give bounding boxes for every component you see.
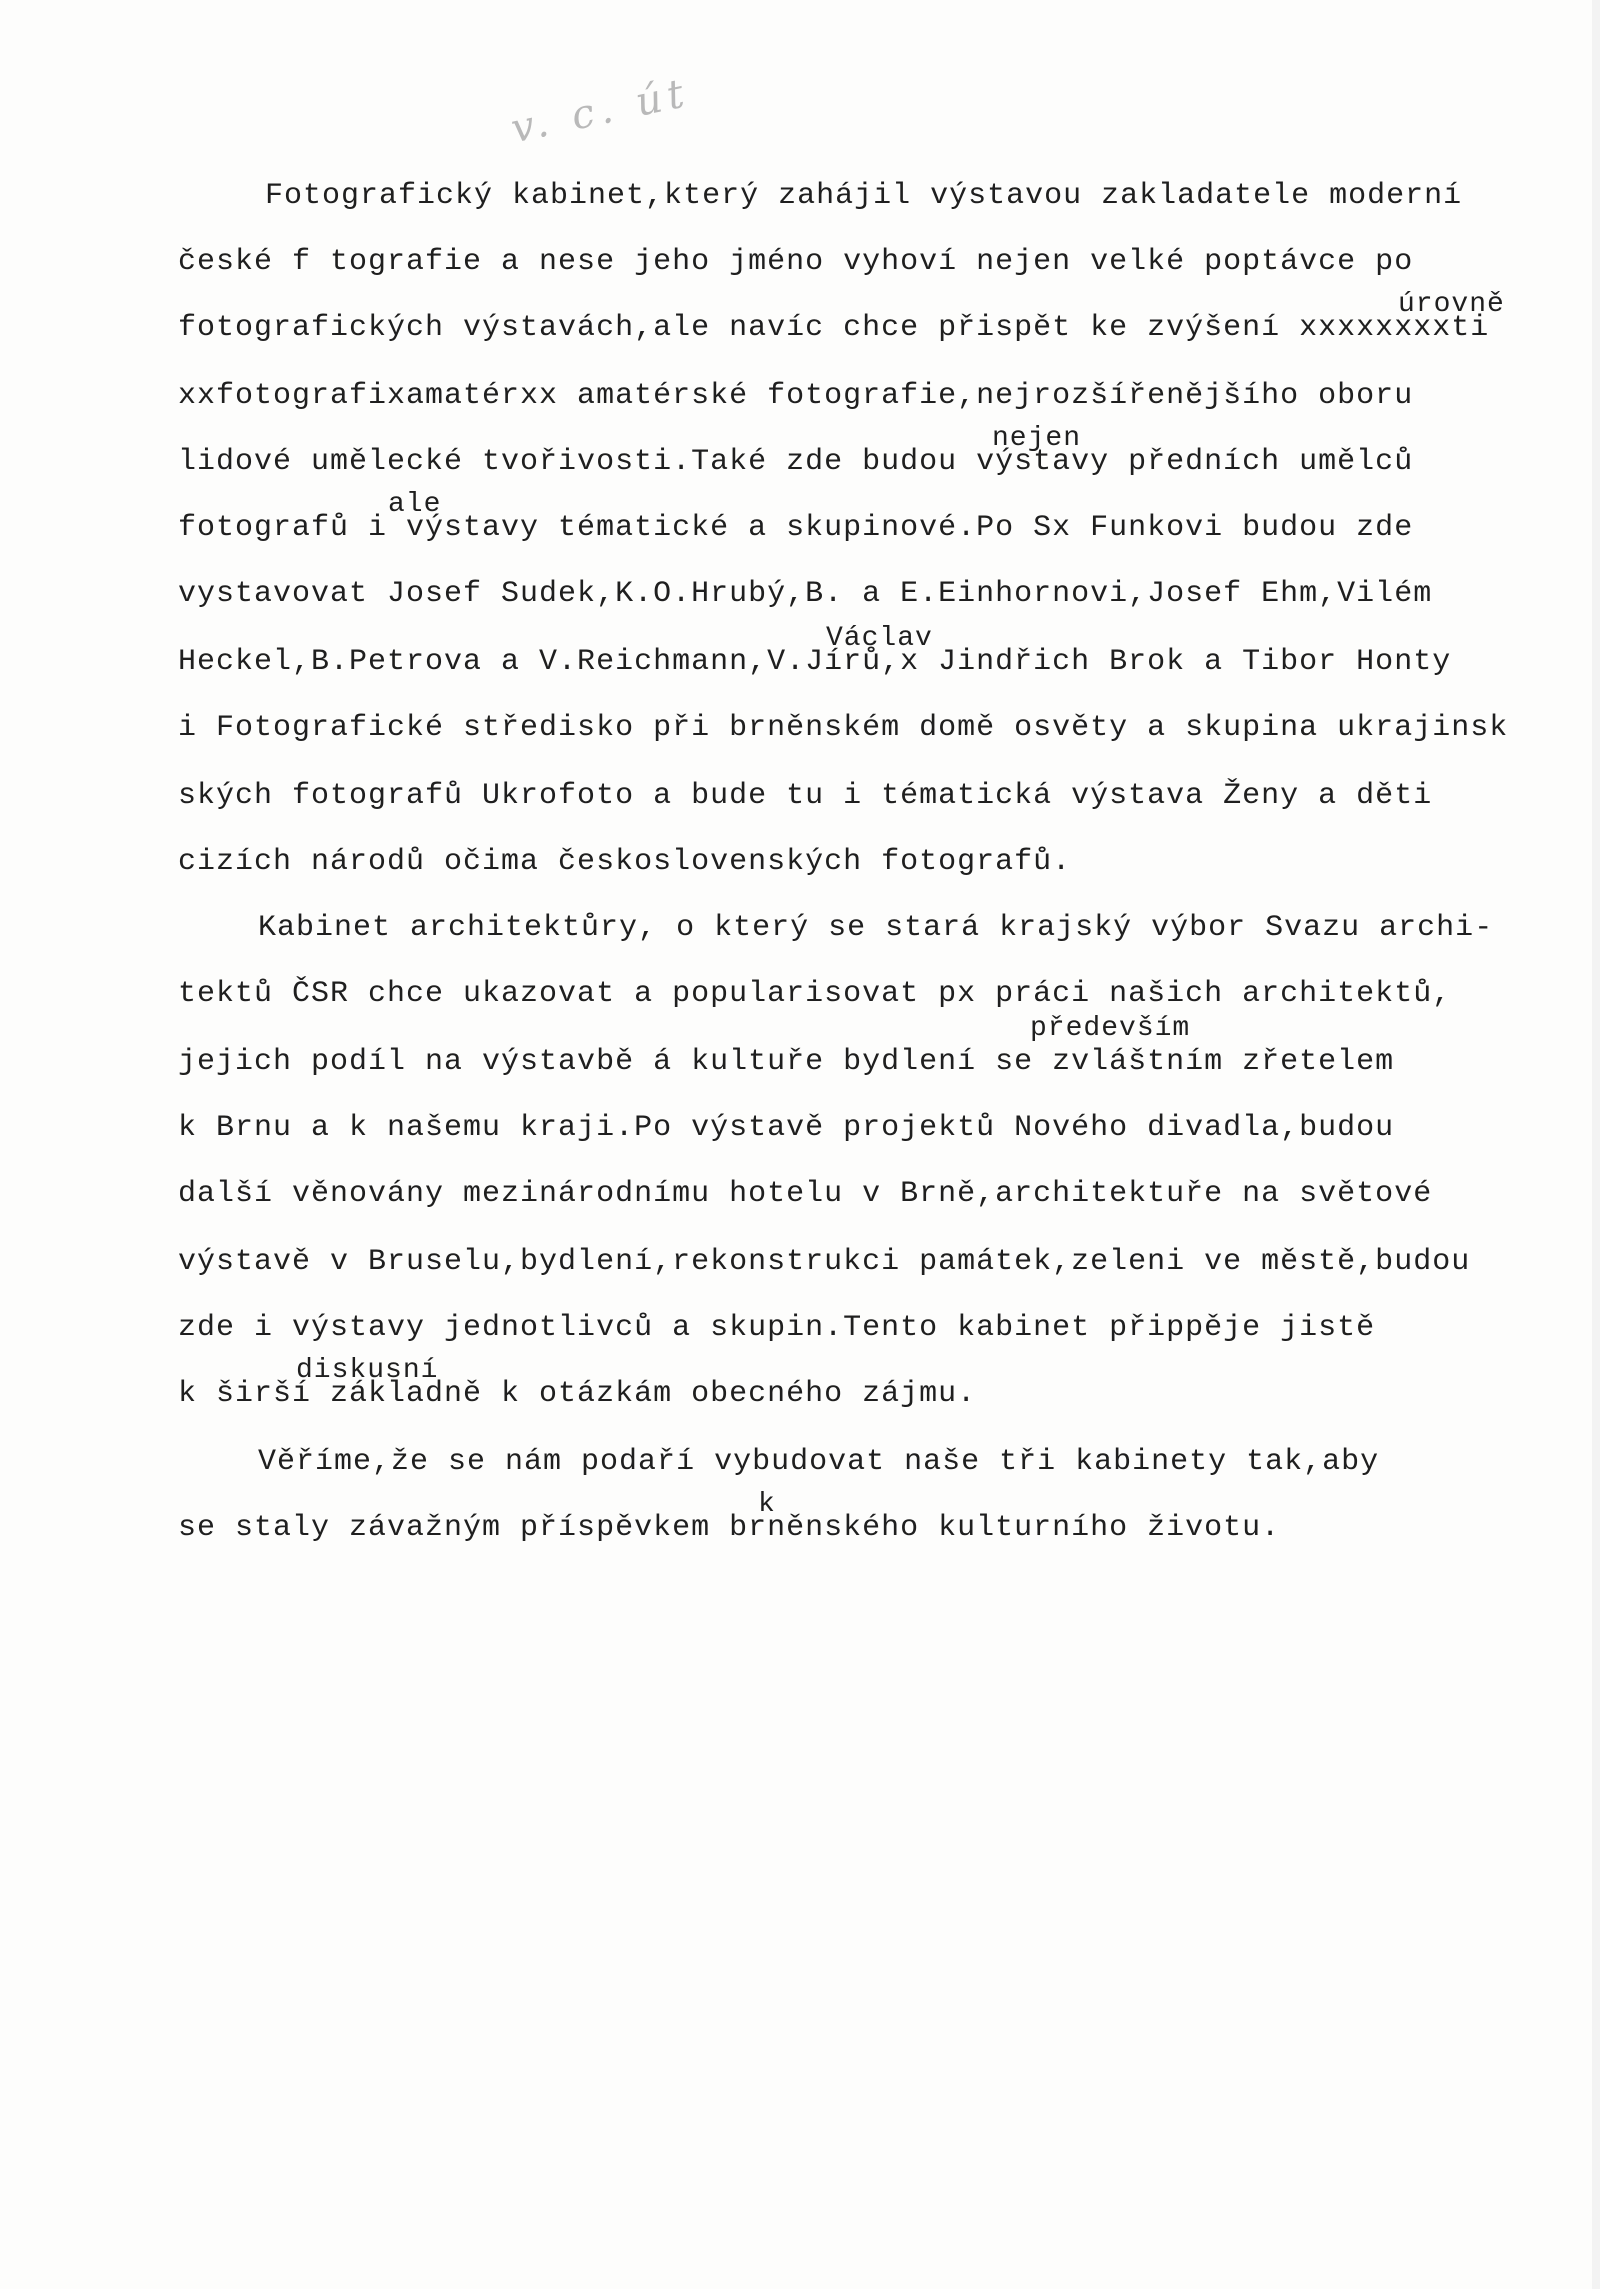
insertion-vaclav: Václav bbox=[826, 623, 933, 654]
text-line: Věříme,že se nám podaří vybudovat naše tři kabinety tak,aby bbox=[258, 1445, 1380, 1479]
text-line: Heckel,B.Petrova a V.Reichmann,V.Jírů,x Jindřich Brok a Tibor Honty bbox=[178, 645, 1452, 679]
text-line: tektů ČSR chce ukazovat a popularisovat px práci našich architektů, bbox=[178, 977, 1452, 1011]
text-line: Fotografický kabinet,který zahájil výstavou zakladatele moderní bbox=[265, 179, 1463, 213]
insertion-predevsim: především bbox=[1030, 1013, 1191, 1044]
text-line: fotografických výstavách,ale navíc chce přispět ke zvýšení xxxxxxxxti bbox=[178, 311, 1490, 345]
insertion-ale: ale bbox=[388, 489, 442, 520]
text-line: i Fotografické středisko při brněnském domě osvěty a skupina ukrajinsk bbox=[178, 711, 1509, 745]
text-line: jejich podíl na výstavbě á kultuře bydlení se zvláštním zřetelem bbox=[178, 1045, 1395, 1079]
text-line: zde i výstavy jednotlivců a skupin.Tento kabinet přippěje jistě bbox=[178, 1311, 1376, 1345]
text-line: xxfotografixamatérxx amatérské fotografie,nejrozšířenějšího oboru bbox=[178, 379, 1414, 413]
insertion-k: k bbox=[758, 1489, 776, 1520]
text-line: fotografů i výstavy tématické a skupinové.Po Sx Funkovi budou zde bbox=[178, 511, 1414, 545]
text-line: vystavovat Josef Sudek,K.O.Hrubý,B. a E.Einhornovi,Josef Ehm,Vilém bbox=[178, 577, 1433, 611]
text-line: Kabinet architektůry, o který se stará krajský výbor Svazu archi- bbox=[258, 911, 1494, 945]
pencil-note: v. c. út bbox=[507, 69, 694, 153]
text-line: se staly závažným příspěvkem brněnského kulturního životu. bbox=[178, 1511, 1281, 1545]
text-line: výstavě v Bruselu,bydlení,rekonstrukci památek,zeleni ve městě,budou bbox=[178, 1245, 1471, 1279]
text-line: cizích národů očima československých fotografů. bbox=[178, 845, 1072, 879]
text-line: k širší základně k otázkám obecného zájmu. bbox=[178, 1377, 977, 1411]
insertion-urovne: úrovně bbox=[1398, 289, 1505, 320]
text-line: další věnovány mezinárodnímu hotelu v Brně,architektuře na světové bbox=[178, 1177, 1433, 1211]
insertion-diskusni: diskusní bbox=[296, 1355, 439, 1386]
page-edge bbox=[1592, 0, 1600, 2289]
insertion-nejen: nejen bbox=[992, 423, 1082, 454]
text-line: k Brnu a k našemu kraji.Po výstavě projektů Nového divadla,budou bbox=[178, 1111, 1395, 1145]
text-line: ských fotografů Ukrofoto a bude tu i tématická výstava Ženy a děti bbox=[178, 779, 1433, 813]
text-line: české f tografie a nese jeho jméno vyhoví nejen velké poptávce po bbox=[178, 245, 1414, 279]
text-line: lidové umělecké tvořivosti.Také zde budou výstavy předních umělců bbox=[178, 445, 1414, 479]
